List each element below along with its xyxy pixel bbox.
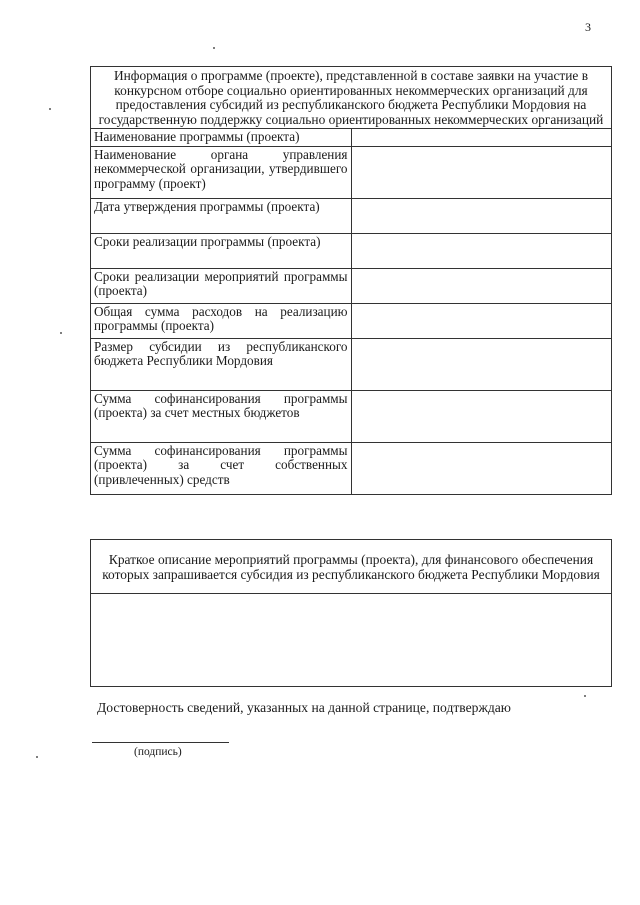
row-label-activities-period: Сроки реализации мероприятий программы (проекта) [91,268,352,303]
row-label-approving-body: Наименование органа управления некоммерческой организации, утвердившего программу (проект) [91,146,352,198]
table-row [91,198,612,233]
scan-speck [584,695,586,697]
row-label-own-cofinancing: Сумма софинансирования программы (проекта) за счет собственных (привлеченных) средств [91,442,352,494]
table-header-row [91,540,612,594]
table-row [91,594,612,687]
confirmation-statement: Достоверность сведений, указанных на данной странице, подтверждаю [97,700,511,715]
table-row [91,233,612,268]
row-label-program-name: Наименование программы (проекта) [91,129,352,147]
row-value-approval-date [351,198,612,233]
activities-description-body [91,594,612,687]
table-row [91,146,612,198]
row-label-total-expenses: Общая сумма расходов на реализацию программы (проекта) [91,303,352,338]
scan-speck [213,47,215,49]
table-row [91,268,612,303]
row-label-approval-date: Дата утверждения программы (проекта) [91,198,352,233]
table-row [91,338,612,390]
row-label-subsidy-amount: Размер субсидии из республиканского бюджета Республики Мордовия [91,338,352,390]
table-row [91,303,612,338]
program-info-header: Информация о программе (проекте), представленной в составе заявки на участие в конкурсном отборе социально ориентированных некоммерческих организаций для предоставления субсидий из республиканского бюджета Республики Мордовия на государственную поддержку социально ориентированных некоммерческих организаций [91,67,612,129]
table-row [91,129,612,147]
activities-description-header: Краткое описание мероприятий программы (проекта), для финансового обеспечения которых запрашивается субсидия из республиканского бюджета Республики Мордовия [91,540,612,594]
scan-speck [36,756,38,758]
row-label-program-period: Сроки реализации программы (проекта) [91,233,352,268]
table-row [91,390,612,442]
scan-speck [49,108,51,110]
row-value-program-name [351,129,612,147]
row-value-own-cofinancing [351,442,612,494]
page-number: 3 [585,20,591,34]
table-row [91,442,612,494]
row-value-subsidy-amount [351,338,612,390]
row-value-local-cofinancing [351,390,612,442]
row-value-activities-period [351,268,612,303]
program-info-table [90,66,612,495]
row-label-local-cofinancing: Сумма софинансирования программы (проекта) за счет местных бюджетов [91,390,352,442]
signature-line [92,742,229,743]
row-value-approving-body [351,146,612,198]
table-header-row [91,67,612,129]
scan-speck [60,332,62,334]
row-value-program-period [351,233,612,268]
activities-description-table [90,539,612,687]
signature-caption: (подпись) [134,746,182,758]
row-value-total-expenses [351,303,612,338]
